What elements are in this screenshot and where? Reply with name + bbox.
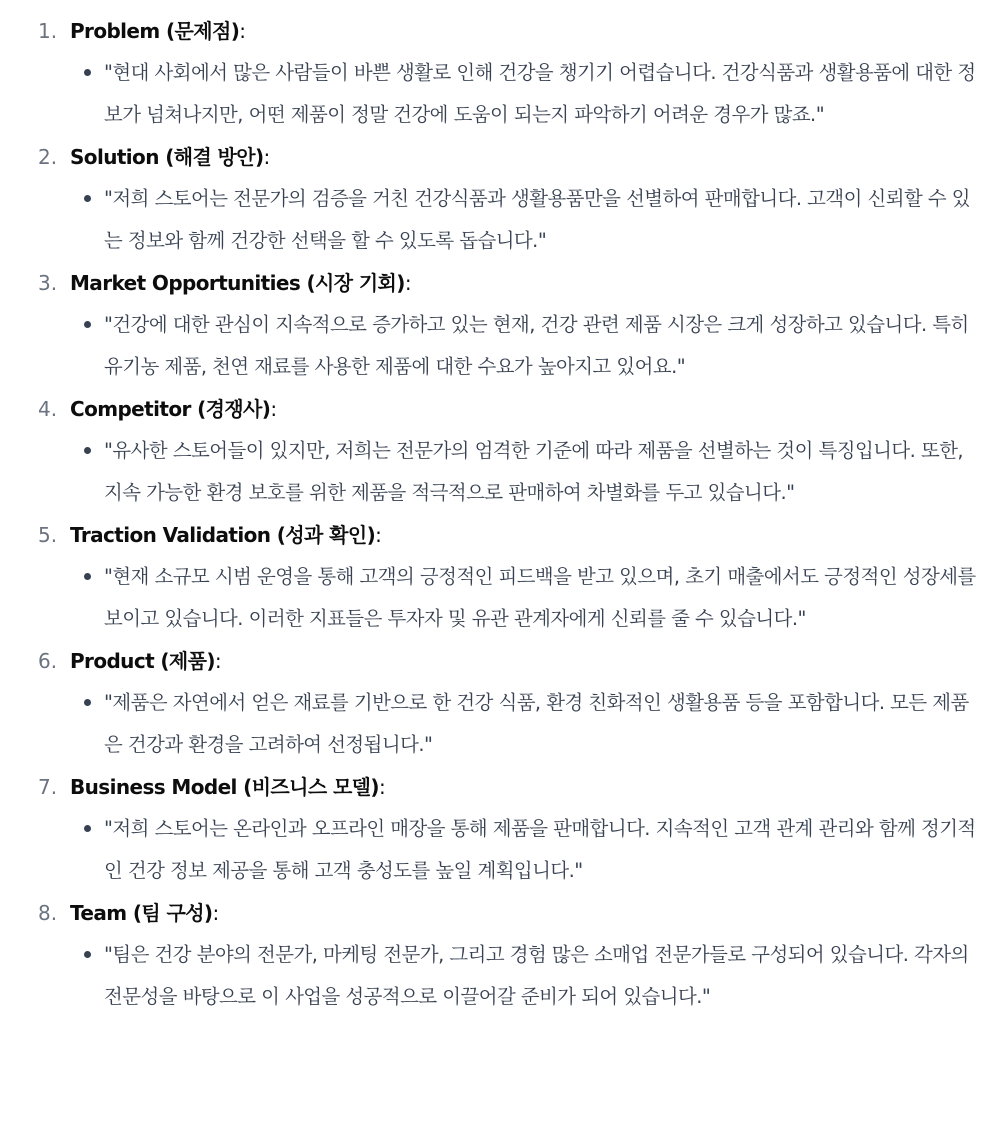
item-colon: : xyxy=(378,775,386,799)
item-title: Competitor (경쟁사) xyxy=(70,397,271,421)
list-item xyxy=(0,10,1006,136)
item-colon: : xyxy=(263,145,271,169)
list-number: 6. xyxy=(38,649,58,673)
list-number: 7. xyxy=(38,775,58,799)
bullet-list xyxy=(70,178,980,262)
bullet-text: "저희 스토어는 온라인과 오프라인 매장을 통해 제품을 판매합니다. 지속적인 고객 관계 관리와 함께 정기적인 건강 정보 제공을 통해 고객 충성도를 높일 계획입니다." xyxy=(104,817,976,882)
item-colon: : xyxy=(375,523,382,547)
list-item xyxy=(0,640,1006,766)
list-number: 4. xyxy=(38,397,58,421)
bullet-dot-icon xyxy=(84,825,91,832)
bullet-list xyxy=(70,556,980,640)
bullet-point xyxy=(70,682,980,766)
bullet-list xyxy=(70,682,980,766)
item-heading xyxy=(70,514,980,556)
bullet-point xyxy=(70,304,980,388)
item-title: Team (팀 구성) xyxy=(70,901,213,925)
item-title: Traction Validation (성과 확인) xyxy=(70,523,376,547)
item-title: Product (제품) xyxy=(70,649,215,673)
list-item xyxy=(0,766,1006,892)
bullet-point xyxy=(70,178,980,262)
bullet-list xyxy=(70,52,980,136)
bullet-point xyxy=(70,556,980,640)
list-item xyxy=(0,136,1006,262)
bullet-text: "현대 사회에서 많은 사람들이 바쁜 생활로 인해 건강을 챙기기 어렵습니다. 건강식품과 생활용품에 대한 정보가 넘쳐나지만, 어떤 제품이 정말 건강에 도움이 되는지 파악하기 어려운 경우가 많죠." xyxy=(104,61,976,126)
bullet-list xyxy=(70,934,980,1018)
bullet-dot-icon xyxy=(84,195,91,202)
bullet-dot-icon xyxy=(84,447,91,454)
list-number: 5. xyxy=(38,523,58,547)
bullet-point xyxy=(70,934,980,1018)
item-heading xyxy=(70,10,980,52)
bullet-text: "제품은 자연에서 얻은 재료를 기반으로 한 건강 식품, 환경 친화적인 생활용품 등을 포함합니다. 모든 제품은 건강과 환경을 고려하여 선정됩니다." xyxy=(104,691,969,756)
bullet-point xyxy=(70,808,980,892)
bullet-text: "건강에 대한 관심이 지속적으로 증가하고 있는 현재, 건강 관련 제품 시장은 크게 성장하고 있습니다. 특히 유기농 제품, 천연 재료를 사용한 제품에 대한 수요가 높아지고 있어요." xyxy=(104,313,969,378)
list-number: 8. xyxy=(38,901,58,925)
item-heading xyxy=(70,136,980,178)
item-colon: : xyxy=(212,901,220,925)
list-item xyxy=(0,514,1006,640)
item-heading xyxy=(70,640,980,682)
item-heading xyxy=(70,262,980,304)
bullet-list xyxy=(70,808,980,892)
bullet-text: "현재 소규모 시범 운영을 통해 고객의 긍정적인 피드백을 받고 있으며, 초기 매출에서도 긍정적인 성장세를 보이고 있습니다. 이러한 지표들은 투자자 및 유관 관계자에게 신뢰를 줄 수 있습니다." xyxy=(104,565,976,630)
list-number: 3. xyxy=(38,271,58,295)
bullet-list xyxy=(70,304,980,388)
item-colon: : xyxy=(404,271,412,295)
bullet-text: "저희 스토어는 전문가의 검증을 거친 건강식품과 생활용품만을 선별하여 판매합니다. 고객이 신뢰할 수 있는 정보와 함께 건강한 선택을 할 수 있도록 돕습니다." xyxy=(104,187,970,252)
item-title: Problem (문제점) xyxy=(70,19,240,43)
list-item xyxy=(0,388,1006,514)
bullet-point xyxy=(70,52,980,136)
item-heading xyxy=(70,766,980,808)
item-title: Solution (해결 방안) xyxy=(70,145,264,169)
item-colon: : xyxy=(270,397,278,421)
bullet-list xyxy=(70,430,980,514)
list-item xyxy=(0,262,1006,388)
list-number: 2. xyxy=(38,145,58,169)
bullet-dot-icon xyxy=(84,951,91,958)
list-number: 1. xyxy=(38,19,58,43)
bullet-dot-icon xyxy=(84,699,91,706)
bullet-text: "유사한 스토어들이 있지만, 저희는 전문가의 엄격한 기준에 따라 제품을 선별하는 것이 특징입니다. 또한, 지속 가능한 환경 보호를 위한 제품을 적극적으로 판매하여 차별화를 두고 있습니다." xyxy=(104,439,964,504)
item-title: Market Opportunities (시장 기회) xyxy=(70,271,405,295)
item-colon: : xyxy=(214,649,222,673)
bullet-dot-icon xyxy=(84,69,91,76)
bullet-text: "팀은 건강 분야의 전문가, 마케팅 전문가, 그리고 경험 많은 소매업 전문가들로 구성되어 있습니다. 각자의 전문성을 바탕으로 이 사업을 성공적으로 이끌어갈 준비가 되어 있습니다." xyxy=(104,943,969,1008)
bullet-point xyxy=(70,430,980,514)
item-heading xyxy=(70,388,980,430)
bullet-dot-icon xyxy=(84,321,91,328)
bullet-dot-icon xyxy=(84,573,91,580)
item-title: Business Model (비즈니스 모델) xyxy=(70,775,379,799)
list-item xyxy=(0,892,1006,1018)
item-heading xyxy=(70,892,980,934)
item-colon: : xyxy=(239,19,246,43)
